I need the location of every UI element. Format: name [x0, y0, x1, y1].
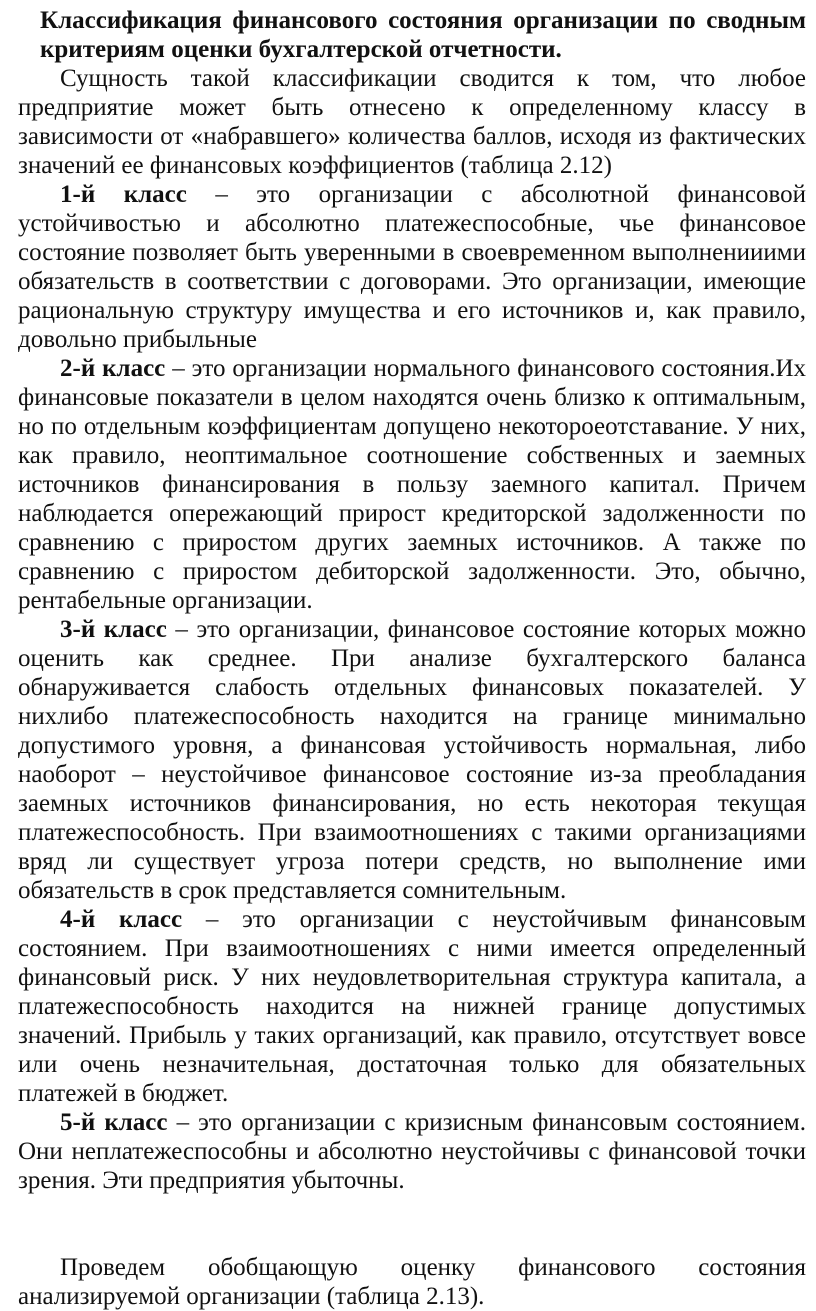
class-4-paragraph — [18, 905, 806, 1108]
class-4-text: – это организации с неустойчивым финансовым состоянием. При взаимоотношениях с ними имеется определенный финансовый риск. У них неудовлетворительная структура капитала, а платежеспособность находится на нижней границе допустимых значений. Прибыль у таких организаций, как правило, отсутствует вовсе или очень незначительная, достаточная только для обязательных платежей в бюджет. — [18, 906, 806, 1107]
class-5-text: – это организации с кризисным финансовым состоянием. Они неплатежеспособны и абсолютно неустойчивы с финансовой точки зрения. Эти предприятия убыточны. — [18, 1109, 806, 1194]
paragraph-spacer — [18, 1195, 806, 1253]
intro-paragraph: Сущность такой классификации сводится к том, что любое предприятие может быть отнесено к определенному классу в зависимости от «набравшего» количества баллов, исходя из фактических значений ее финансовых коэффициентов (таблица 2.12) — [18, 65, 806, 179]
class-1-paragraph — [18, 180, 806, 354]
class-5-label: 5-й класс — [60, 1109, 168, 1136]
class-3-text: – это организации, финансовое состояние которых можно оценить как среднее. При анализе бухгалтерского баланса обнаруживается слабость отдельных финансовых показателей. У нихлибо платежеспособность находится на границе минимально допустимого уровня, а финансовая устойчивость нормальная, либо наоборот – неустойчивое финансовое состояние из-за преобладания заемных источников финансирования, но есть некоторая текущая платежеспособность. При взаимоотношениях с такими организациями вряд ли существует угроза потери средств, но выполнение ими обязательств в срок представляется сомнительным. — [18, 616, 806, 904]
class-5-paragraph — [18, 1108, 806, 1195]
class-4-label: 4-й класс — [60, 906, 183, 933]
class-3-paragraph — [18, 615, 806, 905]
class-1-label: 1-й класс — [60, 181, 187, 208]
class-3-label: 3-й класс — [60, 616, 167, 643]
closing-paragraph: Проведем обобщающую оценку финансового состояния анализируемой организации (таблица 2.13). — [18, 1254, 806, 1310]
class-2-label: 2-й класс — [60, 355, 166, 382]
class-2-paragraph — [18, 354, 806, 615]
document-page — [18, 6, 806, 1311]
class-1-text: – это организации с абсолютной финансовой устойчивостью и абсолютно платежеспособные, чье финансовое состояние позволяет быть уверенными в своевременном выполненииими обязательств в соответствии с договорами. Это организации, имеющие рациональную структуру имущества и его источников и, как правило, довольно прибыльные — [18, 181, 806, 353]
section-heading: Классификация финансового состояния организации по сводным критериям оценки бухгалтерской отчетности. — [40, 7, 806, 63]
class-2-text: – это организации нормального финансового состояния.Их финансовые показатели в целом находятся очень близко к оптимальным, но по отдельным коэффициентам допущено некотороеотставание. У них, как правило, неоптимальное соотношение собственных и заемных источников финансирования в пользу заемного капитал. Причем наблюдается опережающий прирост кредиторской задолженности по сравнению с приростом других заемных источников. А также по сравнению с приростом дебиторской задолженности. Это, обычно, рентабельные организации. — [18, 355, 806, 614]
